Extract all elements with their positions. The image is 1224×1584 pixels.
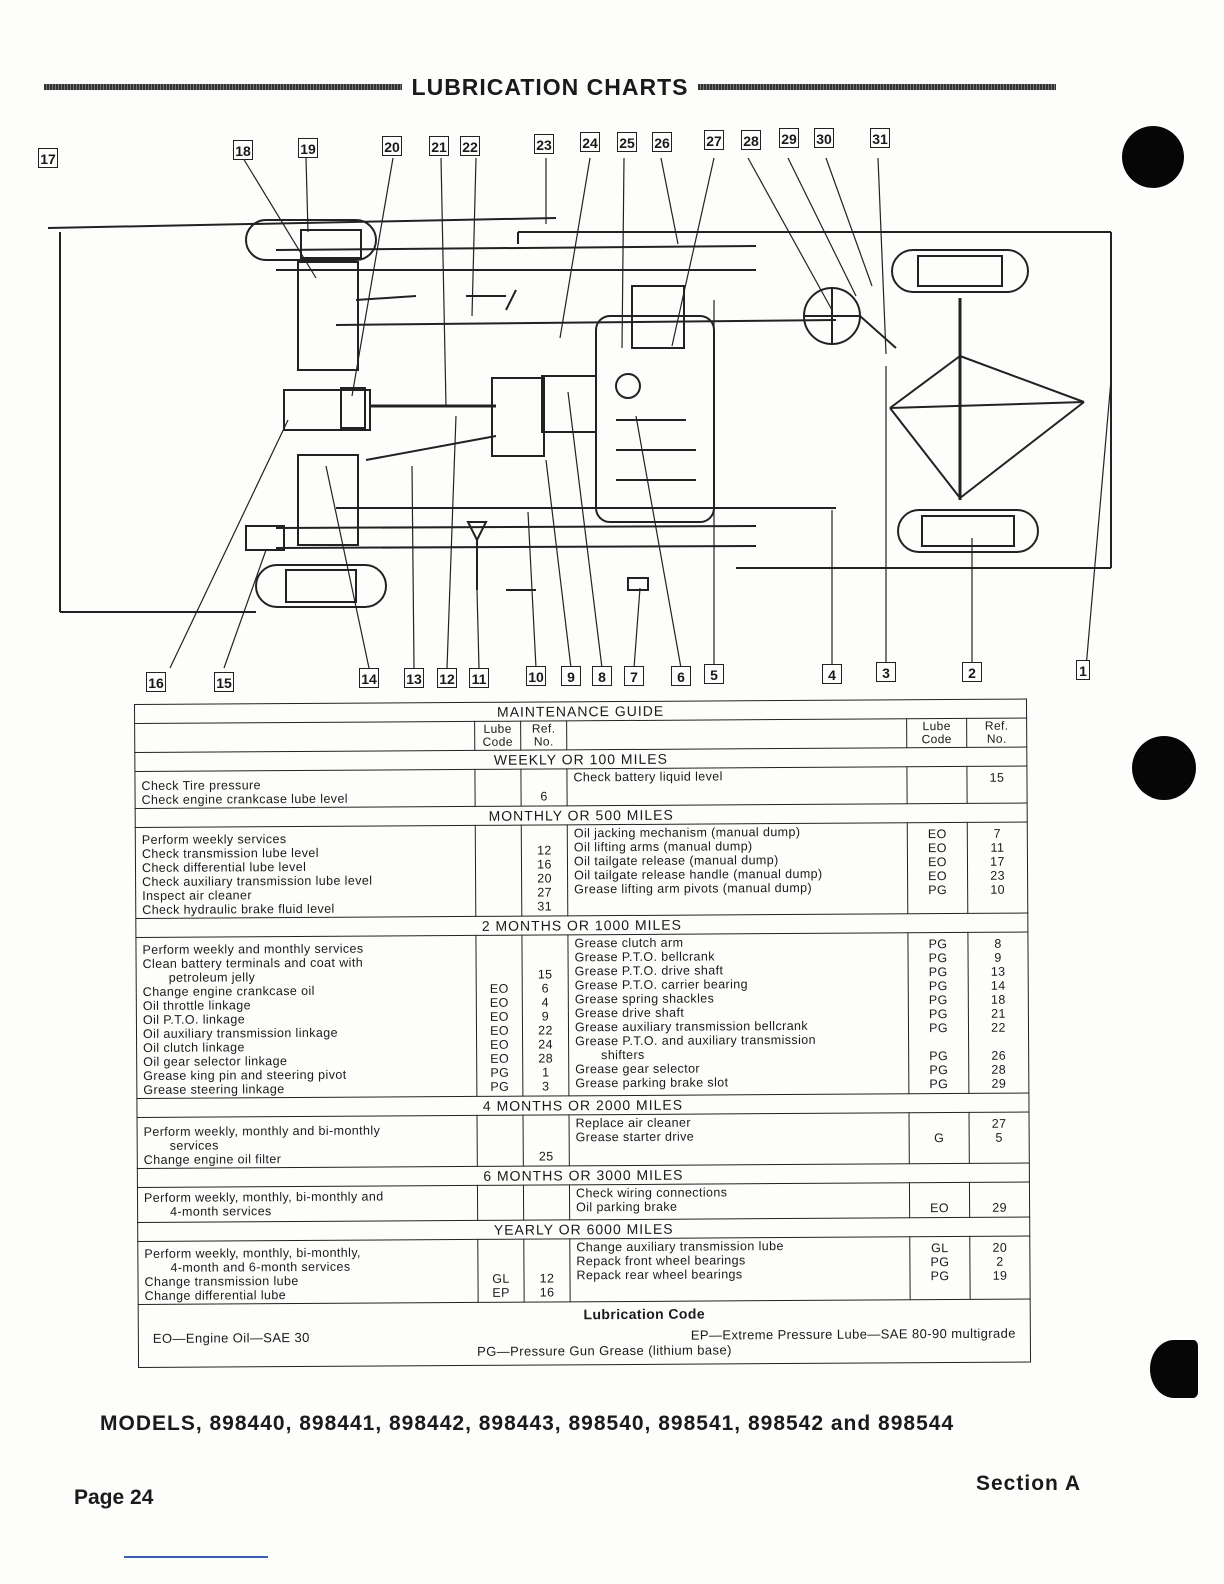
ref-number: 15	[537, 967, 553, 982]
task-item: Repack rear wheel bearings	[576, 1267, 743, 1283]
task-item: Oil tailgate release (manual dump)	[573, 853, 779, 869]
ref-number: 26	[991, 1048, 1007, 1063]
left-ref-numbers	[521, 825, 568, 916]
right-ref-numbers	[968, 932, 1029, 1093]
left-ref-numbers	[523, 1185, 569, 1220]
lube-code-header-right: Lube Code	[907, 718, 967, 747]
task-item: Grease P.T.O. and auxiliary transmission	[575, 1032, 816, 1049]
task-item: Oil tailgate release handle (manual dump)	[574, 866, 823, 883]
ref-number: 4	[541, 995, 550, 1010]
lube-code	[478, 790, 519, 804]
task-item: services	[169, 1138, 219, 1153]
lube-code: EO	[928, 869, 948, 884]
left-task-list	[138, 1239, 478, 1304]
section-heading: 2 MONTHS OR 1000 MILES	[136, 913, 1028, 937]
section-heading: 4 MONTHS OR 2000 MILES	[137, 1093, 1029, 1117]
callout-24: 24	[580, 132, 600, 152]
task-item: Oil auxiliary transmission linkage	[142, 1025, 338, 1041]
callout-13: 13	[404, 668, 424, 688]
ref-number: 29	[991, 1076, 1007, 1091]
left-lube-codes	[476, 935, 523, 1096]
lube-code	[480, 1150, 521, 1164]
left-task-list	[135, 769, 475, 808]
ref-number: 5	[995, 1130, 1003, 1145]
lube-code	[478, 886, 519, 900]
right-lube-codes	[908, 932, 969, 1093]
lube-code: PG	[928, 951, 948, 966]
lube-code: EP	[492, 1285, 510, 1300]
callout-18: 18	[233, 140, 253, 160]
lube-code: PG	[490, 1079, 510, 1094]
callout-2: 2	[962, 662, 982, 682]
page-title: LUBRICATION CHARTS	[411, 73, 689, 100]
callout-4: 4	[822, 664, 842, 684]
callout-9: 9	[561, 666, 581, 686]
left-ref-numbers	[523, 1115, 569, 1166]
task-item: Perform weekly and monthly services	[142, 941, 364, 957]
ref-number: 9	[994, 950, 1002, 965]
right-task-list	[568, 933, 909, 1096]
ref-number	[524, 939, 565, 953]
lube-code: EO	[489, 981, 509, 996]
right-lube-codes	[907, 766, 967, 803]
callout-1: 1	[1076, 660, 1090, 680]
left-lube-codes	[477, 1115, 523, 1166]
task-item: 4-month and 6-month services	[170, 1259, 351, 1275]
lube-code: PG	[928, 993, 948, 1008]
ref-no-header-right: Ref. No.	[967, 718, 1027, 747]
section-body-row	[135, 766, 1027, 808]
callout-5: 5	[704, 664, 724, 684]
task-item: 4-month services	[170, 1204, 272, 1219]
right-task-list	[567, 823, 908, 916]
lube-code: PG	[928, 1007, 948, 1022]
lube-code	[478, 830, 519, 844]
task-item: Inspect air cleaner	[142, 888, 252, 903]
lube-code	[480, 1244, 521, 1258]
callout-20: 20	[382, 136, 402, 156]
task-item: Grease spring shackles	[574, 991, 715, 1007]
lube-code: EO	[927, 827, 947, 842]
callout-3: 3	[876, 662, 896, 682]
blank-header-right	[567, 719, 907, 750]
ref-number: 24	[538, 1037, 553, 1052]
ref-number: 20	[537, 871, 552, 886]
task-item: Grease steering linkage	[143, 1082, 285, 1097]
lube-code	[912, 1187, 967, 1201]
lube-code	[480, 1190, 521, 1204]
lube-code-header-left: Lube Code	[475, 721, 521, 750]
ref-number: 2	[996, 1254, 1004, 1269]
callout-16: 16	[146, 672, 166, 692]
ref-number: 27	[537, 885, 553, 900]
ref-number	[526, 1121, 567, 1135]
ref-number: 12	[539, 1271, 555, 1286]
left-task-list	[135, 825, 476, 918]
ref-number	[526, 1203, 567, 1217]
task-item: Oil parking brake	[576, 1199, 678, 1215]
lube-code: PG	[929, 1049, 949, 1064]
lube-code	[911, 1035, 966, 1049]
lube-code: PG	[930, 1255, 950, 1270]
task-item: Grease P.T.O. drive shaft	[574, 963, 724, 979]
ref-number: 6	[541, 981, 549, 996]
section-body-row	[136, 932, 1029, 1098]
ref-number: 17	[990, 854, 1005, 869]
task-item: Check differential lube level	[141, 859, 307, 875]
left-task-list	[137, 1185, 477, 1222]
ref-number	[526, 1243, 567, 1257]
section-label: Section A	[976, 1472, 1082, 1495]
lube-code: GL	[492, 1271, 510, 1286]
task-item: Check auxiliary transmission lube level	[142, 873, 373, 889]
callout-26: 26	[652, 132, 672, 152]
models-line: MODELS, 898440, 898441, 898442, 898443, 898540, 898541, 898542 and 898544	[100, 1412, 955, 1435]
chassis-drawing	[36, 120, 1116, 700]
task-item: Check battery liquid level	[573, 769, 723, 785]
lube-code	[480, 1204, 521, 1218]
lube-code: PG	[490, 1065, 510, 1080]
task-item: Oil P.T.O. linkage	[142, 1012, 246, 1027]
left-lube-codes	[475, 769, 521, 806]
ref-number: 12	[537, 843, 552, 858]
right-task-list	[569, 1183, 909, 1220]
task-item: Check Tire pressure	[141, 778, 261, 793]
ref-number: 10	[990, 882, 1006, 897]
lube-code: EO	[489, 995, 509, 1010]
task-item: Check transmission lube level	[141, 845, 319, 861]
lube-code: EO	[490, 1023, 509, 1038]
lube-code	[909, 771, 964, 785]
task-item: Perform weekly, monthly, bi-monthly,	[144, 1245, 361, 1261]
ref-number: 31	[537, 899, 553, 914]
task-item: Grease gear selector	[575, 1061, 701, 1077]
ref-number: 7	[993, 826, 1002, 841]
ref-number: 28	[538, 1051, 554, 1066]
task-item: Grease king pin and steering pivot	[143, 1067, 347, 1083]
lube-code	[478, 844, 519, 858]
section-body-row	[137, 1182, 1029, 1222]
lube-code: PG	[928, 937, 948, 952]
punch-hole-middle	[1132, 736, 1196, 800]
right-ref-numbers	[969, 1112, 1029, 1163]
blank-header-left	[135, 721, 475, 752]
callout-15: 15	[214, 672, 234, 692]
section-heading: 6 MONTHS OR 3000 MILES	[137, 1163, 1029, 1187]
lube-code	[912, 1117, 967, 1131]
lube-code	[480, 1122, 521, 1136]
ref-number: 3	[542, 1079, 550, 1094]
lube-code: EO	[489, 1009, 509, 1024]
maintenance-guide	[134, 699, 1030, 1394]
right-lube-codes	[907, 822, 968, 913]
right-task-list	[567, 767, 907, 806]
lube-code: EO	[928, 855, 947, 870]
chassis-diagram	[36, 120, 1116, 700]
callout-8: 8	[592, 666, 612, 686]
task-item: Perform weekly, monthly, bi-monthly and	[143, 1189, 384, 1205]
lubrication-code-cell	[138, 1299, 1030, 1367]
section-heading: YEARLY OR 6000 MILES	[138, 1217, 1030, 1241]
callout-21: 21	[429, 136, 449, 156]
callout-6: 6	[671, 666, 691, 686]
task-item: Grease P.T.O. carrier bearing	[574, 977, 749, 993]
ref-number: 23	[990, 868, 1005, 883]
page-number: Page 24	[74, 1486, 154, 1509]
callout-11: 11	[469, 668, 489, 688]
lube-code	[480, 1258, 521, 1272]
callout-19: 19	[298, 138, 318, 158]
ref-no-header-left: Ref. No.	[521, 721, 567, 750]
section-heading: MONTHLY OR 500 MILES	[135, 803, 1027, 827]
left-task-list	[136, 935, 477, 1098]
bottom-rule	[124, 1556, 268, 1558]
task-item: Change auxiliary transmission lube	[576, 1239, 784, 1255]
lube-code	[477, 776, 518, 790]
ref-number: 29	[992, 1200, 1008, 1215]
ref-number: 14	[990, 978, 1006, 993]
left-lube-codes	[478, 1239, 524, 1302]
task-item: petroleum jelly	[168, 970, 256, 985]
right-ref-numbers	[970, 1236, 1030, 1299]
lube-code	[478, 872, 519, 886]
ref-number: 9	[541, 1009, 550, 1024]
title-row	[44, 70, 1056, 104]
ref-number: 16	[537, 857, 552, 872]
callout-23: 23	[534, 134, 554, 154]
task-item: Change engine oil filter	[143, 1152, 282, 1167]
lube-code: GL	[931, 1241, 949, 1256]
task-item: Oil jacking mechanism (manual dump)	[573, 824, 801, 841]
callout-31: 31	[870, 128, 890, 148]
right-ref-numbers	[969, 1182, 1029, 1217]
task-item: Oil lifting arms (manual dump)	[573, 839, 753, 855]
task-item: Oil gear selector linkage	[143, 1054, 288, 1069]
lube-code: PG	[928, 883, 948, 898]
callout-27: 27	[704, 130, 724, 150]
callout-22: 22	[460, 136, 480, 156]
callout-17: 17	[38, 148, 58, 168]
ref-number: 1	[542, 1065, 550, 1080]
task-item: Grease parking brake slot	[575, 1075, 729, 1091]
ref-number: 11	[990, 840, 1005, 855]
left-task-list	[137, 1115, 477, 1168]
ref-number	[972, 1187, 1027, 1201]
ref-number: 6	[540, 789, 548, 804]
lube-code: EO	[490, 1037, 510, 1052]
ref-number: 25	[538, 1149, 554, 1164]
ref-number	[525, 953, 566, 967]
section-heading: WEEKLY OR 100 MILES	[135, 747, 1027, 771]
ref-number	[526, 1135, 567, 1149]
guide-title: MAINTENANCE GUIDE	[135, 699, 1027, 723]
lube-code: PG	[929, 1077, 949, 1092]
lube-code	[479, 968, 520, 982]
ref-number: 27	[991, 1116, 1007, 1131]
section-body-row	[137, 1112, 1029, 1168]
section-body-row	[135, 822, 1028, 918]
right-lube-codes	[909, 1182, 969, 1217]
lube-code-ep: EP—Extreme Pressure Lube—SAE 80-90 multigrade	[690, 1325, 1016, 1343]
punch-hole-bottom	[1150, 1340, 1198, 1398]
lube-code: EO	[927, 841, 947, 856]
ref-number: 13	[990, 964, 1006, 979]
right-ref-numbers	[967, 822, 1028, 913]
left-ref-numbers	[522, 935, 569, 1096]
ref-number	[524, 829, 565, 843]
task-item: Change engine crankcase oil	[142, 983, 315, 999]
punch-hole-top	[1122, 126, 1184, 188]
left-lube-codes	[475, 825, 522, 916]
task-item: Replace air cleaner	[575, 1115, 691, 1131]
lubrication-code-row	[138, 1299, 1030, 1367]
task-item: Check hydraulic brake fluid level	[142, 901, 335, 917]
task-item: Change differential lube	[144, 1288, 287, 1303]
callout-25: 25	[617, 132, 637, 152]
left-ref-numbers	[521, 769, 567, 806]
maintenance-guide-table	[134, 699, 1031, 1368]
title-rule-right	[698, 84, 1056, 90]
ref-number: 22	[538, 1023, 553, 1038]
lube-code	[478, 858, 519, 872]
task-item: Check engine crankcase lube level	[141, 791, 349, 807]
task-item: Clean battery terminals and coat with	[142, 955, 364, 971]
right-task-list	[570, 1237, 910, 1302]
ref-number	[523, 775, 564, 789]
lube-code	[478, 900, 519, 914]
task-item: Oil throttle linkage	[142, 998, 251, 1013]
callout-29: 29	[779, 128, 799, 148]
ref-number: 19	[992, 1268, 1008, 1283]
lube-code: PG	[930, 1269, 950, 1284]
callout-14: 14	[359, 668, 379, 688]
lube-code: PG	[928, 965, 948, 980]
task-item: Check wiring connections	[575, 1185, 728, 1201]
lube-code	[478, 940, 519, 954]
task-item: Grease clutch arm	[574, 935, 684, 951]
ref-number	[526, 1257, 567, 1271]
left-ref-numbers	[524, 1239, 570, 1302]
task-item: Oil clutch linkage	[143, 1040, 245, 1055]
ref-number	[971, 1035, 1026, 1049]
lube-code: PG	[929, 1063, 949, 1078]
task-item: Grease auxiliary transmission bellcrank	[574, 1018, 809, 1035]
right-lube-codes	[909, 1112, 969, 1163]
callout-30: 30	[814, 128, 834, 148]
task-item: Perform weekly services	[141, 832, 287, 847]
ref-number: 22	[991, 1020, 1006, 1035]
right-task-list	[569, 1113, 909, 1166]
task-item: Grease P.T.O. bellcrank	[574, 949, 715, 965]
lube-code-eo: EO—Engine Oil—SAE 30	[152, 1329, 310, 1346]
callout-12: 12	[437, 668, 457, 688]
callout-10: 10	[526, 666, 546, 686]
task-item: Perform weekly, monthly and bi-monthly	[143, 1123, 381, 1139]
callout-28: 28	[741, 130, 761, 150]
lube-code: EO	[490, 1051, 510, 1066]
lube-code: PG	[929, 1021, 948, 1036]
title-rule-left	[44, 84, 402, 90]
section-body-row	[138, 1236, 1030, 1304]
task-item: shifters	[601, 1047, 645, 1063]
task-item: Grease drive shaft	[574, 1005, 685, 1021]
lube-code: G	[934, 1131, 945, 1146]
ref-number	[526, 1189, 567, 1203]
left-lube-codes	[477, 1185, 523, 1220]
task-item: Grease lifting arm pivots (manual dump)	[574, 880, 813, 897]
ref-number: 8	[994, 936, 1002, 951]
ref-number: 20	[992, 1240, 1008, 1255]
task-item: Change transmission lube	[144, 1274, 299, 1289]
task-item: Grease starter drive	[575, 1129, 695, 1145]
task-item: Repack front wheel bearings	[576, 1253, 746, 1269]
lube-code	[479, 954, 520, 968]
lube-code: PG	[928, 979, 948, 994]
ref-number: 18	[990, 992, 1006, 1007]
right-lube-codes	[910, 1236, 970, 1299]
lube-code: EO	[930, 1201, 950, 1216]
ref-number: 28	[991, 1062, 1007, 1077]
lube-code-pg: PG—Pressure Gun Grease (lithium base)	[477, 1342, 732, 1359]
ref-number: 15	[989, 770, 1005, 785]
lubrication-code-title: Lubrication Code	[583, 1305, 706, 1323]
callout-7: 7	[624, 666, 644, 686]
ref-number: 21	[991, 1006, 1006, 1021]
ref-number: 16	[539, 1285, 555, 1300]
lube-code	[480, 1136, 521, 1150]
right-ref-numbers	[967, 766, 1027, 803]
